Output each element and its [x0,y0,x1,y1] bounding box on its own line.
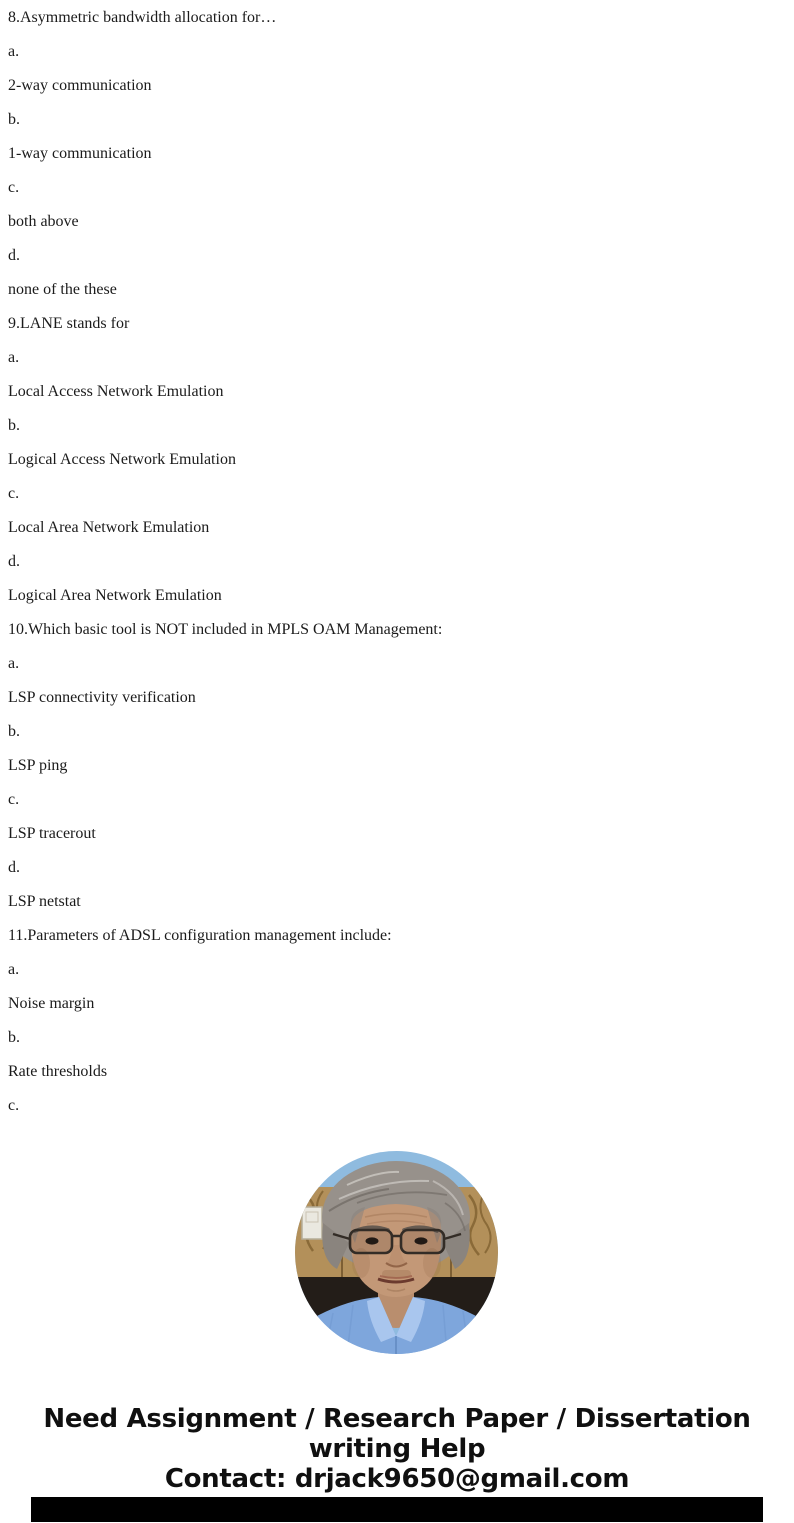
option-letter: b. [8,417,20,434]
option-letter: a. [8,349,20,366]
question-line: 11.Parameters of ADSL configuration management include: [8,927,392,944]
option-letter: d. [8,859,20,876]
option-text: Logical Access Network Emulation [8,451,236,468]
banner-line-2: writing Help [308,1434,486,1464]
option-letter: c. [8,179,20,196]
instructor-photo [295,1151,498,1354]
person-portrait [295,1151,498,1354]
question-line: 9.LANE stands for [8,315,130,332]
quiz-text [8,8,786,1130]
option-letter: b. [8,1029,20,1046]
banner-line-3: Contact: drjack9650@gmail.com [164,1464,630,1494]
option-text: LSP netstat [8,893,81,910]
option-text: Noise margin [8,995,95,1012]
option-text: Local Access Network Emulation [8,383,224,400]
option-letter: c. [8,791,20,808]
option-letter: b. [8,723,20,740]
option-text: both above [8,213,79,230]
option-letter: b. [8,111,20,128]
option-text: Local Area Network Emulation [8,519,210,536]
option-letter: d. [8,553,20,570]
option-letter: d. [8,247,20,264]
option-text: LSP connectivity verification [8,689,196,706]
banner-line-1: Need Assignment / Research Paper / Dissertation [43,1404,751,1434]
option-text: Logical Area Network Emulation [8,587,222,604]
option-letter: c. [8,485,20,502]
question-line: 8.Asymmetric bandwidth allocation for… [8,9,277,26]
option-text: 1-way communication [8,145,152,162]
option-text: LSP tracerout [8,825,96,842]
option-text: none of the these [8,281,117,298]
option-letter: a. [8,961,20,978]
bottom-black-bar [31,1497,763,1522]
contact-banner [0,1404,794,1494]
picture-frame [302,1207,322,1239]
question-line: 10.Which basic tool is NOT included in MPLS OAM Management: [8,621,443,638]
option-text: LSP ping [8,757,68,774]
option-letter: a. [8,43,20,60]
option-text: Rate thresholds [8,1063,108,1080]
option-text: 2-way communication [8,77,152,94]
option-letter: c. [8,1097,20,1114]
option-letter: a. [8,655,20,672]
